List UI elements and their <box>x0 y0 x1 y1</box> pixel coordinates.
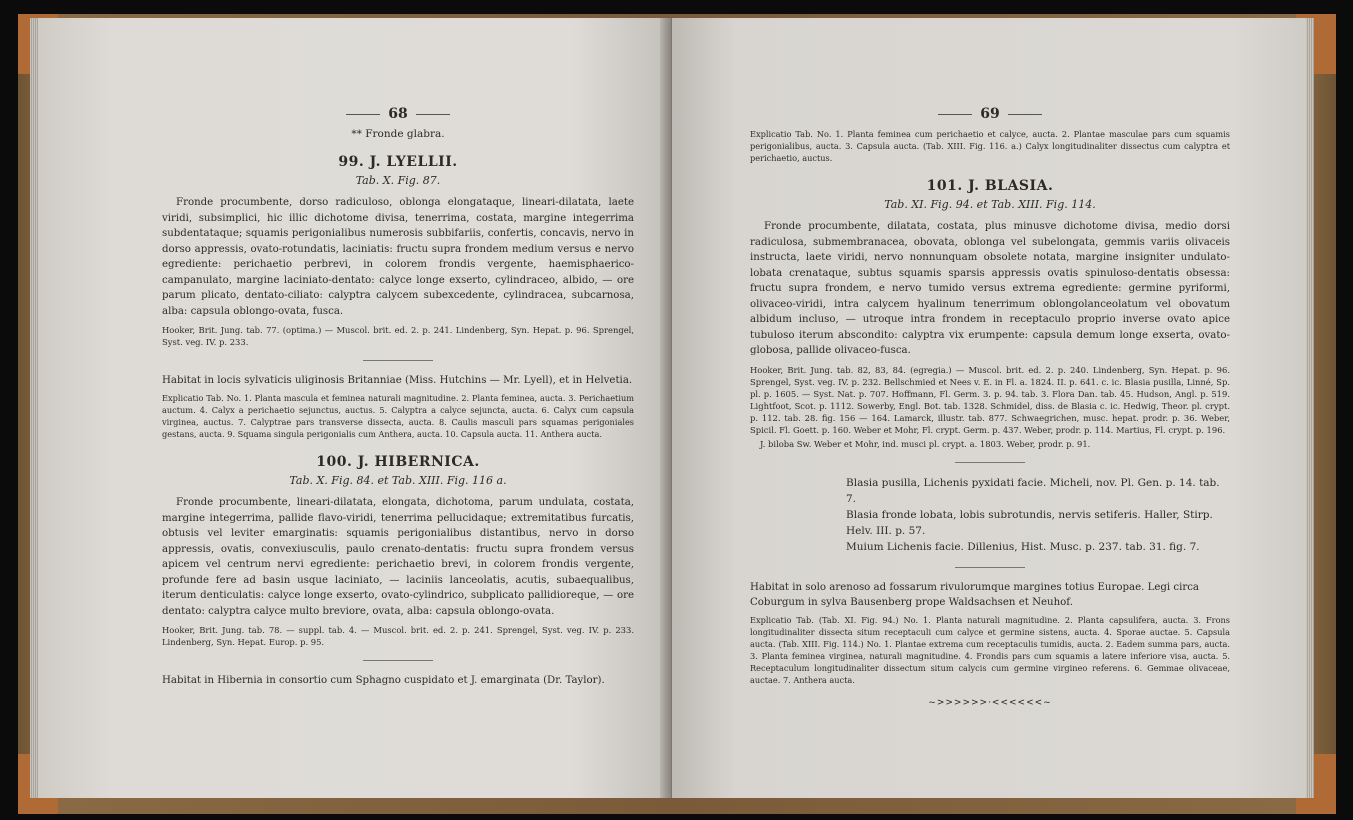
references-100: Hooker, Brit. Jung. tab. 78. — suppl. tab. 4. — Muscol. brit. ed. 2. p. 241. Sprengel, Syst. veg. IV. p. 233. Lindenberg, Syn. Hepat. Europ. p. 95. <box>162 625 634 647</box>
plate-ref-100: Tab. X. Fig. 84. et Tab. XIII. Fig. 116 a. <box>289 474 507 487</box>
page-number-68: 68 <box>162 106 634 122</box>
references-101-biloba: J. biloba Sw. Weber et Mohr, ind. musci pl. crypt. a. 1803. Weber, prodr. p. 91. <box>760 438 1091 449</box>
divider <box>955 567 1025 568</box>
synonym-line: Muium Lichenis facie. Dillenius, Hist. Musc. p. 237. tab. 31. fig. 7. <box>846 540 1200 553</box>
plate-ref-101: Tab. XI. Fig. 94. et Tab. XIII. Fig. 114. <box>884 198 1096 211</box>
explicatio-99: Explicatio Tab. No. 1. Planta mascula et feminea naturali magnitudine. 2. Planta feminea, aucta. 3. Perichaetium auctum. 4. Calyx a perichaetio sejunctus, auctus. 5. Calyptra a calyce sejuncta, aucta. 6. Calyx cum capsula virginea, auctus. 7. Calyptrae pars transverse dissecta, aucta. 8. Caulis masculi pars squamas perigoniales gestans, aucta. 9. Squama singula perigonialis cum Anthera, aucta. 10. Capsula aucta. 11. Anthera aucta. <box>162 393 634 439</box>
subsection-heading: ** Fronde glabra. <box>351 128 445 140</box>
divider <box>363 360 433 361</box>
references-101: Hooker, Brit. Jung. tab. 82, 83, 84. (egregia.) — Muscol. brit. ed. 2. p. 240. Lindenberg, Syn. Hepat. p. 96. Sprengel, Syst. veg. IV. p. 232. Bellschmied et Nees v. E. in Fl. a. 1824. II. p. 641. c. ic. Blasia pusilla, Linné, Sp. pl. p. 1605. — Syst. Nat. p. 707. Hoffmann, Fl. Germ. 3. p. 94. tab. 3. Flora Dan. tab. 45. Hudson, Angl. p. 519. Lightfoot, Scot. p. 1112. Sowerby, Engl. Bot. tab. 1328. Schmidel, diss. de Blasia c. ic. Hedwig, Theor. pl. crypt. p. 112. tab. 28. fig. 156 — 164. Lamarck, illustr. tab. 877. Schwaegrichen, musc. hepat. prodr. p. 36. Weber, Spicil. Fl. Goett. p. 160. Weber et Mohr, Fl. crypt. Germ. p. 437. Weber, prodr. p. 114. Martius, Fl. crypt. p. 196. <box>750 364 1230 435</box>
description-100: Fronde procumbente, lineari-dilatata, elongata, dichotoma, parum undulata, costata, margine integerrima, pallide flavo-viridi, tenerrima pellucidaque; extremitatibus furcatis, obtusis vel leviter emarginatis: squamis perigonialibus distantibus, nervo in dorso appressis, ovatis, convexiusculis, paulo crenato-dentatis: fructu supra frondem versus apicem vel centrum nervi egrediente: perichaetio brevi, in colorem frondis vergente, profunde fere ad basin usque laciniato, — laciniis lanceolatis, acutis, subaequalibus, iterum denticulatis: calyce longe exserto, ovato-cylindrico, subplicato pallidioreque, — ore dentato: calyptra calyce multo breviore, ovata, alba: capsula oblongo-ovata. <box>162 497 634 617</box>
right-page <box>672 18 1306 798</box>
explicatio-101: Explicatio Tab. (Tab. XI. Fig. 94.) No. 1. Planta naturali magnitudine. 2. Planta capsulifera, aucta. 3. Frons longitudinaliter dissecta situm receptaculi cum calyce et germine sistens, aucta. 4. Sporae auctae. 5. Capsula aucta. (Tab. XIII. Fig. 114.) No. 1. Plantae extrema cum receptaculis tumidis, aucta. 2. Eadem summa pars, aucta. 3. Planta feminea virginea, naturali magnitudine. 4. Frondis pars cum squamis a latere inferiore visa, aucta. 5. Receptaculum longitudinaliter dissectum situm calycis cum germine virgineo referens. 6. Gemmae olivaceae, auctae. 7. Anthera aucta. <box>750 614 1230 685</box>
synonym-line: Blasia fronde lobata, lobis subrotundis, nervis setiferis. Haller, Stirp. Helv. III. p. 57. <box>846 508 1213 537</box>
species-title-100: 100. J. HIBERNICA. <box>316 454 480 470</box>
explicatio-100: Explicatio Tab. No. 1. Planta feminea cum perichaetio et calyce, aucta. 2. Plantae masculae pars cum squamis perigonialibus, aucta. 3. Capsula aucta. (Tab. XIII. Fig. 116. a.) Calyx longitudinaliter dissectus cum calyptra et perichaetio, auctus. <box>750 129 1230 163</box>
habitat-100: Habitat in Hibernia in consortio cum Sphagno cuspidato et J. emarginata (Dr. Taylor). <box>162 675 605 686</box>
description-101: Fronde procumbente, dilatata, costata, plus minusve dichotome divisa, medio dorsi radiculosa, submembranacea, obovata, oblonga vel subelongata, gemmis variis olivaceis instructa, laete viridi, nervo nonnunquam obsolete notata, margine insigniter undulato-lobata crenataque, subtus squamis sparsis appressis ovatis spinuloso-dentatis obsessa: fructu supra frondem, e nervo tumido versus extrema egrediente: germine pyriformi, olivaceo-viridi, intra calycem hyalinum tenerrimum oblongolanceolatum vel obovatum albidum incluso, — utroque intra frondem in receptaculo proprio inverse ovato apice tubuloso iterum abscondito: calyptra vix erumpente: capsula demum longe exserta, ovato-globosa, pallide olivaceo-fusca. <box>750 221 1230 356</box>
divider <box>363 660 433 661</box>
species-title-99: 99. J. LYELLII. <box>338 154 458 170</box>
synonym-line: Blasia pusilla, Lichenis pyxidati facie. Micheli, nov. Pl. Gen. p. 14. tab. 7. <box>846 476 1220 505</box>
description-99: Fronde procumbente, dorso radiculoso, oblonga elongataque, lineari-dilatata, laete viridi, subsimplici, hic illic dichotome divisa, tenerrima, costata, margine integerrima subdentataque; squamis perigonialibus numerosis subbifariis, confertis, concavis, nervo in dorso appressis, ovato-rotundatis, laciniatis: fructu supra frondem medium versus e nervo egrediente: perichaetio perbrevi, in colorem frondis vergente, haemisphaerico-campanulato, margine laciniato-dentato: calyce longe exserto, cylindraceo, albido, — ore parum plicato, dentato-ciliato: calyptra calycem subexcedente, cylindracea, subcarnosa, alba: capsula oblongo-ovata, fusca. <box>162 197 634 317</box>
plate-ref-99: Tab. X. Fig. 87. <box>355 174 441 187</box>
habitat-101: Habitat in solo arenoso ad fossarum rivulorumque margines totius Europae. Legi circa Coburgum in sylva Bausenberg prope Waldsachsen et Neuhof. <box>750 581 1200 608</box>
divider <box>955 462 1025 463</box>
end-ornament: ~>>>>>>·<<<<<<~ <box>928 697 1052 708</box>
species-title-101: 101. J. BLASIA. <box>926 178 1054 194</box>
left-page <box>38 18 666 798</box>
habitat-99: Habitat in locis sylvaticis uliginosis Britanniae (Miss. Hutchins — Mr. Lyell), et in Helvetia. <box>162 375 633 386</box>
page-number-69: 69 <box>750 106 1230 122</box>
references-99: Hooker, Brit. Jung. tab. 77. (optima.) — Muscol. brit. ed. 2. p. 241. Lindenberg, Syn. Hepat. p. 96. Sprengel, Syst. veg. IV. p. 233. <box>162 325 634 347</box>
